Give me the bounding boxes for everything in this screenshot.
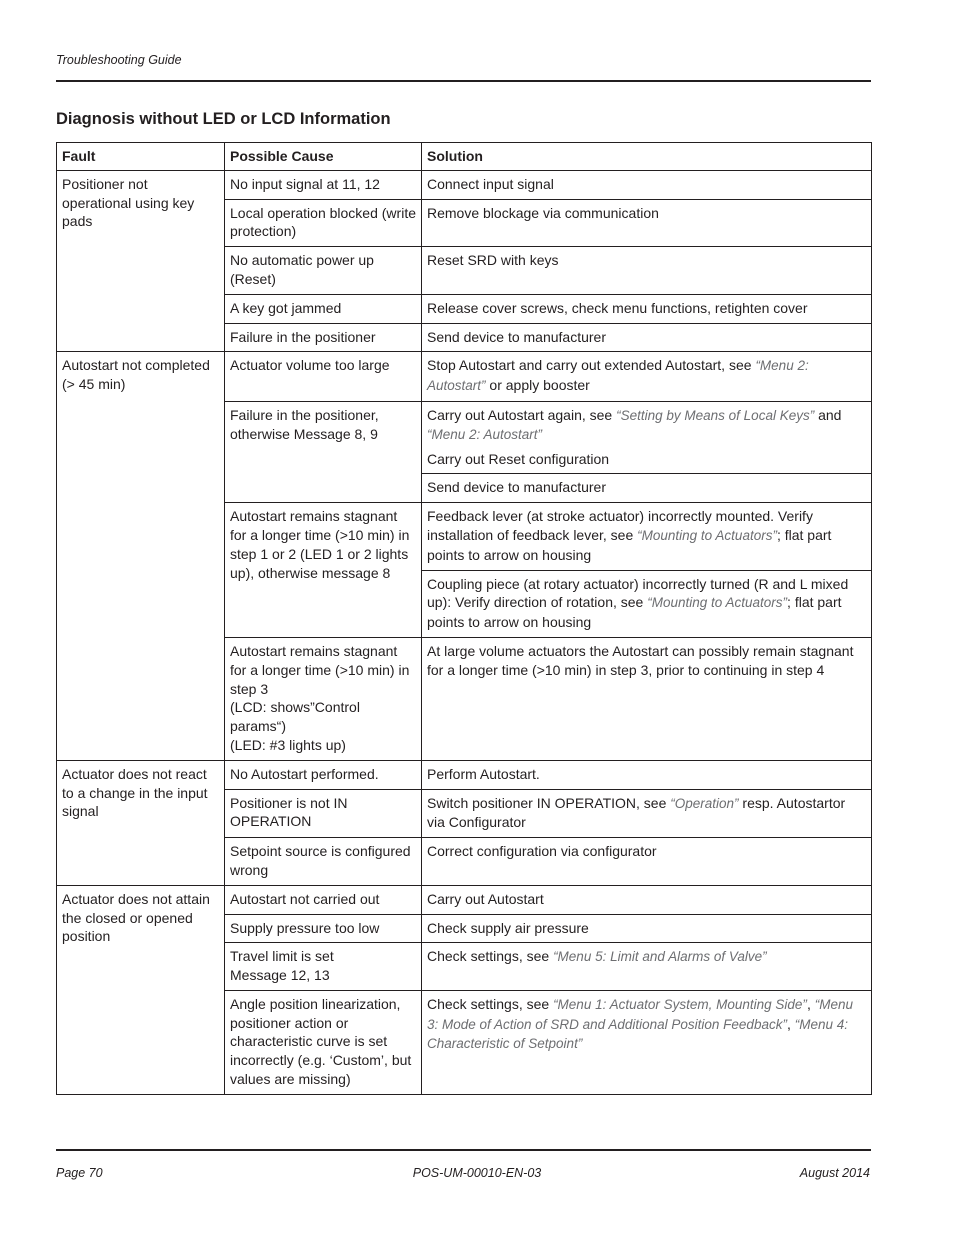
solution-text: ; flat part points to arrow on housing <box>427 594 842 631</box>
header-divider <box>56 80 871 82</box>
solution-text: Stop Autostart and carry out extended Autostart, see <box>427 357 756 374</box>
solution-cell <box>422 789 872 838</box>
solution-cell <box>422 570 872 637</box>
header-fault: Fault <box>57 143 225 171</box>
cause-cell <box>225 637 422 760</box>
table-header-row <box>57 143 872 171</box>
solution-cell: Perform Autostart. <box>422 760 872 789</box>
cause-cell: Autostart not carried out <box>225 885 422 914</box>
solution-text: Check settings, see <box>427 948 554 965</box>
solution-text: Carry out Autostart again, see <box>427 406 617 423</box>
cause-cell: No automatic power up (Reset) <box>225 247 422 295</box>
cause-cell: No Autostart performed. <box>225 760 422 789</box>
solution-text: Coupling piece (at rotary actuator) incorrectly turned (R and L mixed up): Verify direction of rotation, see <box>427 575 849 611</box>
cause-cell: Autostart remains stagnant for a longer time (>10 min) in step 1 or 2 (LED 1 or 2 lights up), otherwise message 8 <box>225 503 422 638</box>
solution-cell: Release cover screws, check menu functions, retighten cover <box>422 294 872 323</box>
cross-reference-link[interactable]: “Menu 3: Mode of Action of SRD and Additional Position Feedback” <box>427 996 853 1032</box>
cause-cell <box>225 943 422 991</box>
cross-reference-link[interactable]: “Menu 2: Autostart” <box>427 426 543 442</box>
cross-reference-link[interactable]: “Mounting to Actuators” <box>637 527 777 543</box>
solution-cell <box>422 401 872 473</box>
solution-cell <box>422 990 872 1094</box>
table-row <box>57 760 872 789</box>
diagnosis-table <box>56 142 872 1095</box>
cross-reference-link[interactable]: “Menu 5: Limit and Alarms of Valve” <box>553 949 767 965</box>
cause-line: (LCD: shows”Control params“) <box>230 699 360 735</box>
solution-cell: Send device to manufacturer <box>422 323 872 352</box>
publication-date: August 2014 <box>799 1166 870 1180</box>
cross-reference-link[interactable]: “Operation” <box>670 795 739 811</box>
header-solution: Solution <box>422 143 872 171</box>
cause-line: (LED: #3 lights up) <box>230 736 346 753</box>
cause-cell: Angle position linearization, positioner action or characteristic curve is set incorrectly (e.g. ‘Custom’, but values are missing) <box>225 990 422 1094</box>
table-row <box>57 170 872 199</box>
solution-cell: At large volume actuators the Autostart can possibly remain stagnant for a longer time (>10 min) in step 3, prior to continuing in step 4 <box>422 637 872 760</box>
solution-cell: Remove blockage via communication <box>422 199 872 247</box>
cause-line: Autostart remains stagnant for a longer time (>10 min) in step 3 <box>230 642 410 697</box>
running-header: Troubleshooting Guide <box>56 53 182 67</box>
solution-text: or apply booster <box>485 377 590 394</box>
cause-cell: A key got jammed <box>225 294 422 323</box>
cross-reference-link[interactable]: “Mounting to Actuators” <box>647 595 788 611</box>
footer-divider <box>56 1149 871 1151</box>
solution-cell <box>422 943 872 991</box>
solution-text: and <box>814 406 842 423</box>
solution-text: , <box>786 1015 795 1032</box>
cross-reference-link[interactable]: “Setting by Means of Local Keys” <box>616 407 815 423</box>
cross-reference-link[interactable]: “Menu 1: Actuator System, Mounting Side” <box>553 996 807 1012</box>
table-row <box>57 352 872 402</box>
fault-cell: Positioner not operational using key pads <box>57 170 225 352</box>
solution-text: ; flat part points to arrow on housing <box>427 526 832 563</box>
solution-text: , <box>806 995 815 1012</box>
document-id: POS-UM-00010-EN-03 <box>412 1166 542 1180</box>
cause-cell: Failure in the positioner, otherwise Message 8, 9 <box>225 401 422 502</box>
cause-cell: Local operation blocked (write protection) <box>225 199 422 247</box>
solution-cell: Correct configuration via configurator <box>422 838 872 886</box>
solution-cell <box>422 503 872 570</box>
cross-reference-link[interactable]: “Menu 2: Autostart” <box>427 358 809 394</box>
fault-cell: Actuator does not attain the closed or opened position <box>57 885 225 1094</box>
solution-text: Switch positioner IN OPERATION, see <box>427 794 671 811</box>
cause-cell: Setpoint source is configured wrong <box>225 838 422 886</box>
table-row <box>57 885 872 914</box>
cause-cell: Supply pressure too low <box>225 914 422 943</box>
solution-cell: Reset SRD with keys <box>422 247 872 295</box>
solution-cell: Send device to manufacturer <box>422 474 872 503</box>
cause-cell: Positioner is not IN OPERATION <box>225 789 422 838</box>
cause-line: Message 12, 13 <box>230 967 330 984</box>
solution-cell <box>422 352 872 402</box>
solution-text: Feedback lever (at stroke actuator) incorrectly mounted. Verify installation of feedback lever, see <box>427 508 813 543</box>
cause-cell: No input signal at 11, 12 <box>225 170 422 199</box>
solution-cell: Check supply air pressure <box>422 914 872 943</box>
solution-text: Carry out Reset configuration <box>427 450 610 467</box>
solution-text: Check settings, see <box>427 995 554 1012</box>
cause-cell: Actuator volume too large <box>225 352 422 402</box>
fault-cell: Autostart not completed (> 45 min) <box>57 352 225 760</box>
page-number: Page 70 <box>56 1166 103 1180</box>
header-possible-cause: Possible Cause <box>225 143 422 171</box>
solution-text: resp. Autostartor via Configurator <box>427 794 846 831</box>
cross-reference-link[interactable]: “Menu 4: Characteristic of Setpoint” <box>427 1016 849 1052</box>
solution-cell: Connect input signal <box>422 170 872 199</box>
cause-cell: Failure in the positioner <box>225 323 422 352</box>
cause-line: Travel limit is set <box>230 948 334 965</box>
solution-cell: Carry out Autostart <box>422 885 872 914</box>
section-title: Diagnosis without LED or LCD Information <box>56 110 391 128</box>
fault-cell: Actuator does not react to a change in the input signal <box>57 760 225 885</box>
